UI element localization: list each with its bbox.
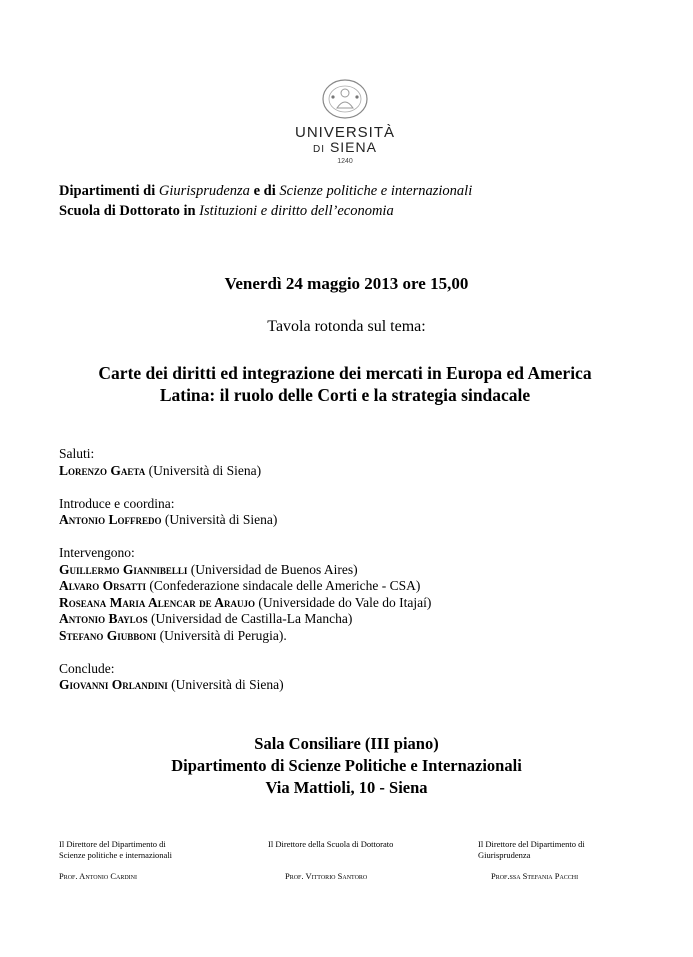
speaker: Roseana Maria Alencar de Araujo (Universidade do Vale do Itajaí) <box>59 594 432 610</box>
university-name: UNIVERSITÀ <box>294 124 395 141</box>
signature-block: Il Direttore del Dipartimento di Scienze politiche e internazionali Prof. Antonio Cardini <box>59 839 173 881</box>
saluti-label: Saluti: <box>59 446 95 461</box>
speaker: Stefano Giubboni (Università di Perugia). <box>59 627 287 643</box>
university-logo <box>280 78 410 167</box>
event-title: Carte dei diritti ed integrazione dei mercati in Europa ed America Latina: il ruolo delle Corti e la strategia sindacale <box>98 363 592 405</box>
conclude-label: Conclude: <box>59 660 115 676</box>
signature-block: Il Direttore del Dipartimento di Giurisprudenza Prof.ssa Stefania Pacchi <box>478 839 585 881</box>
department-line: Dipartimenti di Giurisprudenza e di Scienze politiche e internazionali <box>59 183 473 199</box>
venue: Sala Consiliare (III piano) Dipartimento di Scienze Politiche e Internazionali Via Mattioli, 10 - Siena <box>171 734 522 797</box>
intervengono-label: Intervengono: <box>59 545 135 560</box>
school-line: Scuola di Dottorato in Istituzioni e diritto dell’economia <box>59 203 394 219</box>
department-header <box>59 181 472 221</box>
speaker: Lorenzo Gaeta (Università di Siena) <box>59 462 262 478</box>
speaker: Alvaro Orsatti (Confederazione sindacale delle Americhe - CSA) <box>59 578 421 593</box>
event-date: Venerdì 24 maggio 2013 ore 15,00 <box>224 274 469 293</box>
signature-block: Il Direttore della Scuola di Dottorato Prof. Vittorio Santoro <box>268 839 394 881</box>
speaker: Giovanni Orlandini (Università di Siena) <box>59 677 284 692</box>
speaker: Antonio Baylos (Universidad de Castilla-La Mancha) <box>59 611 353 626</box>
program <box>59 446 431 694</box>
event-intro: Tavola rotonda sul tema: <box>267 318 426 335</box>
speaker: Antonio Loffredo (Università di Siena) <box>59 512 278 527</box>
university-city: DI SIENA <box>313 139 377 155</box>
speaker: Guillermo Giannibelli (Universidad de Buenos Aires) <box>59 561 358 577</box>
university-year: 1240 <box>337 158 353 165</box>
university-seal-icon <box>320 78 370 120</box>
introduce-label: Introduce e coordina: <box>59 495 175 511</box>
